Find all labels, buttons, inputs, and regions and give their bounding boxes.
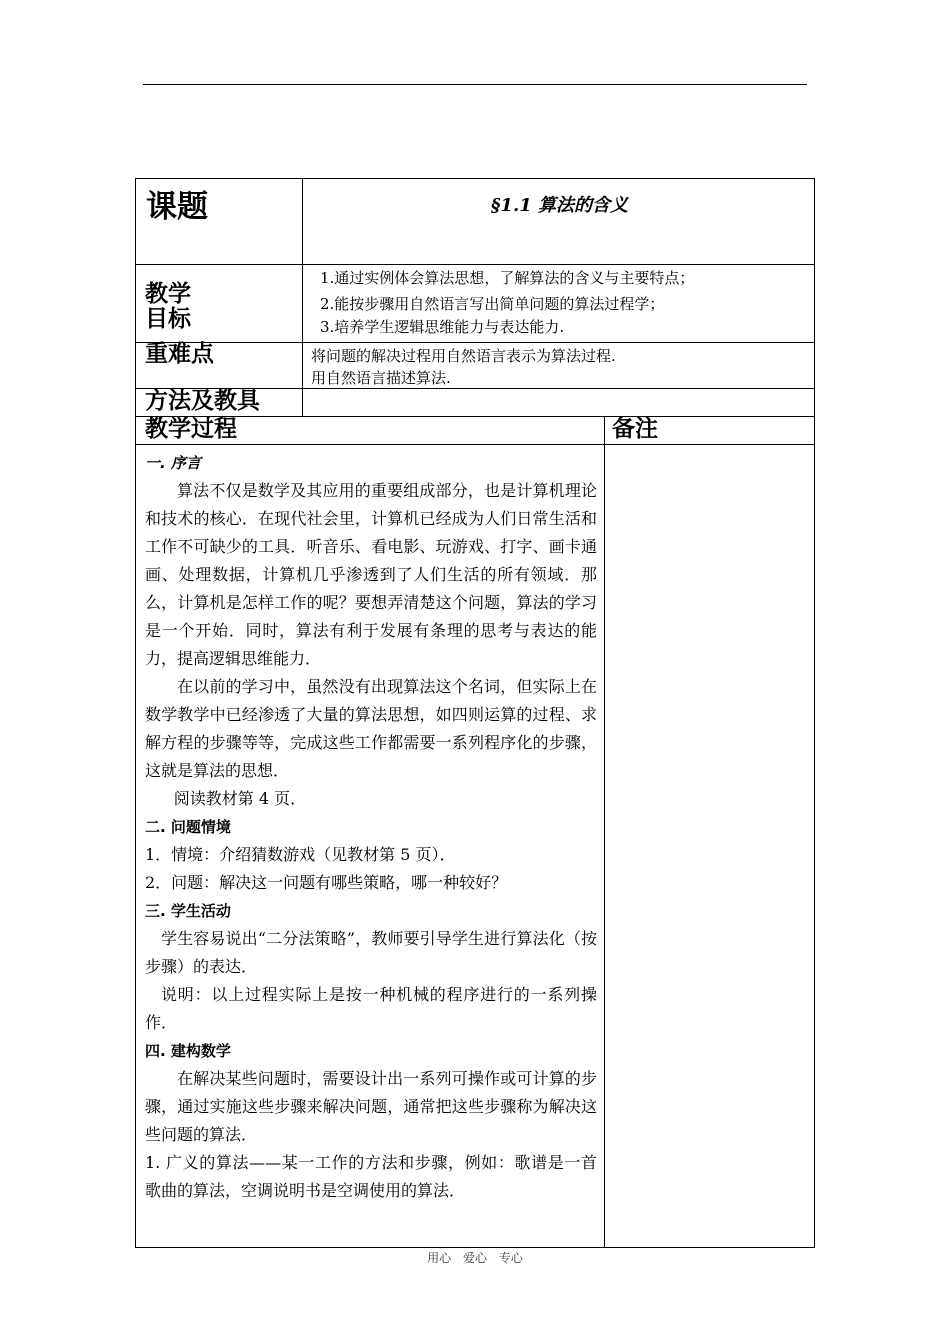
section-title: 四. 建构数学 (145, 1042, 231, 1060)
label-difficult: 重难点 (145, 341, 214, 367)
paragraph: 说明：以上过程实际上是按一种机械的程序进行的一系列操作． (145, 985, 597, 1032)
teaching-process (145, 449, 597, 1205)
label-method: 方法及教具 (145, 388, 260, 414)
paragraph: 学生容易说出“二分法策略”，教师要引导学生进行算法化（按步骤）的表达． (145, 929, 597, 976)
difficult-item: 用自然语言描述算法. (311, 369, 451, 387)
footer-item: 爱心 (462, 1251, 487, 1265)
row-divider (136, 444, 814, 445)
section-title: 二. 问题情境 (145, 818, 231, 836)
label-process: 教学过程 (145, 416, 237, 442)
lesson-plan-table (135, 178, 815, 1248)
page-footer (0, 1249, 950, 1266)
difficult-points (311, 345, 616, 389)
paragraph: 在以前的学习中，虽然没有出现算法这个名词，但实际上在数学教学中已经渗透了大量的算法思想，如四则运算的过程、求解方程的步骤等等，完成这些工作都需要一系列程序化的步骤，这就是算法的思想． (145, 677, 597, 780)
footer-item: 用心 (427, 1251, 452, 1265)
footer-item: 专心 (498, 1251, 523, 1265)
paragraph: 阅读教材第 4 页． (173, 789, 307, 808)
label-course: 课题 (146, 189, 208, 225)
list-item: 2．问题：解决这一问题有哪些策略，哪一种较好？ (145, 873, 508, 892)
notes-column-divider (604, 416, 605, 1247)
list-item: 1．情境：介绍猜数游戏（见教材第 5 页）． (145, 845, 456, 864)
paragraph: 1. 广义的算法——某一工作的方法和步骤，例如：歌谱是一首歌曲的算法，空调说明书是空调使用的算法． (145, 1153, 597, 1200)
section-title: 一. 序言 (145, 454, 201, 472)
difficult-item: 将问题的解决过程用自然语言表示为算法过程. (311, 347, 616, 365)
paragraph: 算法不仅是数学及其应用的重要组成部分，也是计算机理论和技术的核心．在现代社会里，计算机已经成为人们日常生活和工作不可缺少的工具．听音乐、看电影、玩游戏、打字、画卡通画、处理数据，计算机几乎渗透到了人们生活的所有领域．那么，计算机是怎样工作的呢？要想弄清楚这个问题，算法的学习是一个开始．同时，算法有利于发展有条理的思考与表达的能力，提高逻辑思维能力． (145, 481, 597, 668)
label-goals-line1: 教学 (145, 281, 191, 307)
row-divider (136, 416, 814, 417)
paragraph: 在解决某些问题时，需要设计出一系列可操作或可计算的步骤，通过实施这些步骤来解决问题，通常把这些步骤称为解决这些问题的算法． (145, 1069, 597, 1144)
row-divider (136, 342, 814, 343)
goal-item: 2.能按步骤用自然语言写出简单问题的算法过程学； (320, 295, 665, 313)
section-title: 三. 学生活动 (145, 902, 231, 920)
course-title: §1.1 算法的含义 (491, 195, 628, 216)
goal-item: 1.通过实例体会算法思想，了解算法的含义与主要特点； (320, 269, 695, 287)
goal-item: 3.培养学生逻辑思维能力与表达能力. (320, 318, 565, 336)
teaching-goals (320, 265, 694, 338)
label-goals-line2: 目标 (145, 306, 191, 332)
label-notes: 备注 (612, 416, 658, 442)
header-rule (143, 84, 807, 85)
